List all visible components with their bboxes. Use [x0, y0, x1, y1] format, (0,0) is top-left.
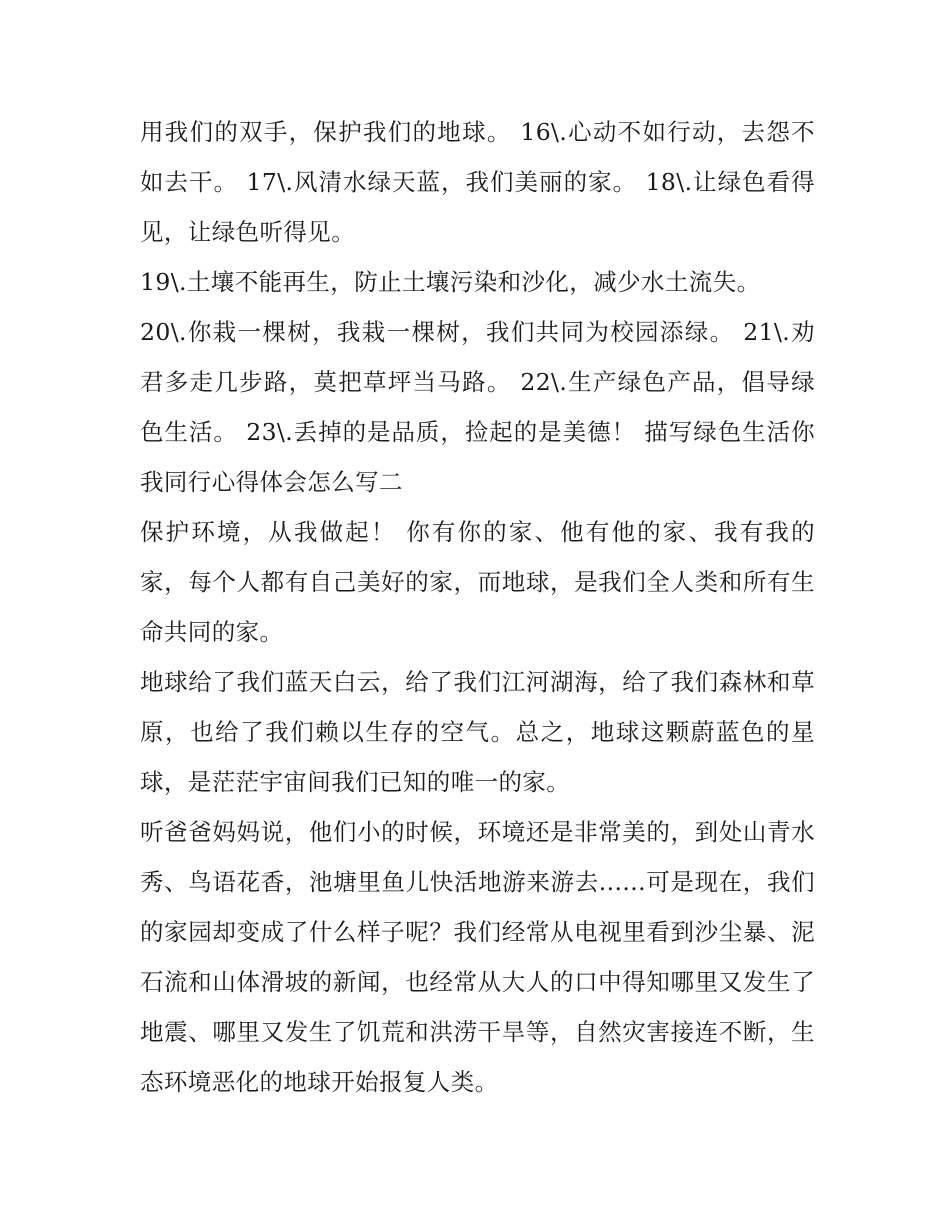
paragraph-slogan-19: 19\.土壤不能再生，防止土壤污染和沙化，减少水土流失。 — [140, 268, 761, 296]
paragraph-protect-environment: 保护环境，从我做起！ 你有你的家、他有他的家、我有我的家，每个人都有自己美好的家，而地球，是我们全人类和所有生命共同的家。 — [140, 518, 815, 646]
paragraph-slogans-16-18: 用我们的双手，保护我们的地球。 16\.心动不如行动，去怨不如去干。 17\.风清水绿天蓝，我们美丽的家。 18\.让绿色看得见，让绿色听得见。 — [140, 118, 815, 246]
paragraph-environment-past-present: 听爸爸妈妈说，他们小的时候，环境还是非常美的，到处山青水秀、鸟语花香，池塘里鱼儿快活地游来游去......可是现在，我们的家园却变成了什么样子呢？我们经常从电视里看到沙尘暴、泥石流和山体滑坡的新闻，也经常从大人的口中得知哪里又发生了地震、哪里又发生了饥荒和洪涝干旱等，自然灾害接连不断，生态环境恶化的地球开始报复人类。 — [140, 818, 815, 1096]
document-body — [140, 107, 815, 1107]
paragraph-slogans-20-23: 20\.你栽一棵树，我栽一棵树，我们共同为校园添绿。 21\.劝君多走几步路，莫把草坪当马路。 22\.生产绿色产品，倡导绿色生活。 23\.丢掉的是品质，捡起的是美德！ 描写绿色生活你我同行心得体会怎么写二 — [140, 318, 815, 496]
paragraph-earth-gifts: 地球给了我们蓝天白云，给了我们江河湖海，给了我们森林和草原，也给了我们赖以生存的空气。总之，地球这颗蔚蓝色的星球，是茫茫宇宙间我们已知的唯一的家。 — [140, 668, 815, 796]
